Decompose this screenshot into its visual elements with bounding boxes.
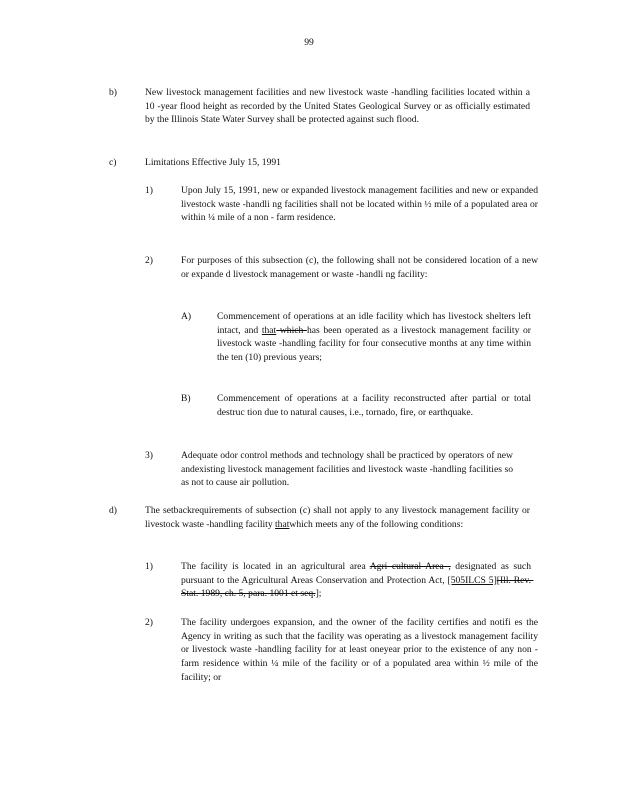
section-b-text: New livestock management facilities and new livestock waste -handling facilities located within a 10 -year flood height as recorded by the United States Geological Survey or as officially estimated by the Illinois State Water Survey shall be protected against such flood. [145,87,533,126]
item-c2b-text: Commencement of operations at a facility reconstructed after partial or total destruc tion due to natural causes, i.e., tornado, fire, or earthquake. [217,393,534,418]
item-d1-paragraph [181,560,534,601]
item-c2a-paragraph [217,310,534,365]
item-c2a-text-2: has been operated as a livestock management facility or livestock waste -handling facility for four consecutive months at any time within the ten (10) previous years; [217,324,534,364]
page-number: 99 [304,37,314,48]
item-d2-text: The facility undergoes expansion, and the owner of the facility certifies and notifi es the Agency in writing as such that the facility was operating as a livestock management facility or livestock waste -handling facility for at least oneyear prior to the existence of any non -farm residence within ¼ mile of the facility or of a populated area within ½ mile of the facility; or [181,617,541,683]
item-c2b-paragraph [217,392,534,419]
section-c-label: c) [109,157,117,168]
item-c2a-deleted-text: which [276,324,307,336]
item-c3-label: 3) [145,450,153,461]
section-d-label: d) [109,505,117,516]
item-d1-deleted-text-1: Agri cultural Area , [369,561,451,572]
item-c1-label: 1) [145,185,153,196]
item-d2-paragraph [181,616,541,685]
item-d1-label: 1) [145,561,153,572]
item-c2-paragraph [181,254,541,281]
item-d2-label: 2) [145,617,153,628]
section-d-paragraph [145,504,533,531]
item-d1-text-3: ]; [315,588,322,600]
item-c3-text: Adequate odor control methods and technology shall be practiced by operators of new andexisting livestock management facilities and livestock waste -handling facilities so as not to cause air pollution. [181,450,516,489]
item-c3-paragraph [181,449,516,490]
item-c2a-text-1: Commencement of operations at an idle facility which has livestock shelters left intact, and [217,311,534,336]
section-d-text-1: The setbackrequirements of subsection (c) shall not apply to any livestock management facility or livestock waste -handling facility [145,505,533,530]
item-c2-label: 2) [145,255,153,266]
item-d1-text-2: designated as such pursuant to the Agricultural Areas Conservation and Protection Act, [181,561,534,586]
section-d-text-2: which meets any of the following conditions: [289,518,464,530]
item-c2-text: For purposes of this subsection (c), the following shall not be considered location of a new or expande d livestock management or waste -handli ng facility: [181,255,541,280]
item-c2a-label: A) [181,311,192,322]
item-c1-text: Upon July 15, 1991, new or expanded livestock management facilities and new or expanded livestock waste -handli ng facilities shall not be located within ½ mile of a populated area or within ¼ mile of a non - farm residence. [181,185,541,224]
section-b-label: b) [109,87,117,98]
section-b-paragraph [145,86,533,127]
section-c-heading: Limitations Effective July 15, 1991 [145,157,281,168]
item-c1-paragraph [181,184,541,225]
item-d1-text-1: The facility is located in an agricultural area [181,561,370,572]
item-d1-citation-inserted: [505ILCS 5] [447,574,497,586]
section-d-inserted-text: that [275,518,290,530]
item-c2b-label: B) [181,393,191,404]
item-d1-citation-deleted: [Ill. Rev. Stat. 1989, ch. 5, para. 1001 et seq. [181,574,534,600]
item-c2a-inserted-text: that [261,324,277,336]
